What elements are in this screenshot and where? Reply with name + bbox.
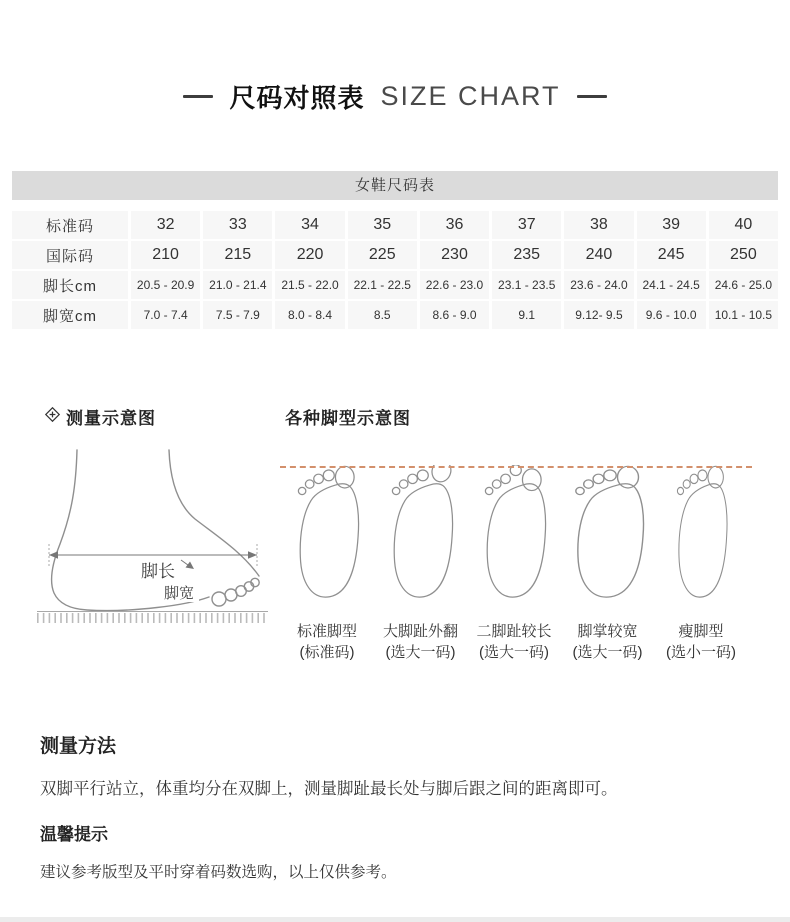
size-cell: 20.5 - 20.9 bbox=[131, 271, 200, 299]
size-cell: 9.12- 9.5 bbox=[564, 301, 633, 329]
foot-type-advice: (选大一码) bbox=[385, 644, 456, 661]
foot-type-item bbox=[378, 453, 464, 663]
size-cell: 24.6 - 25.0 bbox=[709, 271, 778, 299]
size-cell: 225 bbox=[348, 241, 417, 269]
size-cell: 215 bbox=[203, 241, 272, 269]
size-row-label: 脚长cm bbox=[12, 271, 128, 299]
page-title-en: SIZE CHART bbox=[380, 80, 561, 111]
toe-alignment-dashed-line bbox=[280, 466, 752, 468]
page-title-zh: 尺码对照表 bbox=[229, 82, 365, 113]
size-cell: 24.1 - 24.5 bbox=[637, 271, 706, 299]
foot-type-name: 瘦脚型 bbox=[678, 623, 724, 640]
foot-types-row bbox=[284, 453, 744, 663]
size-cell: 9.1 bbox=[492, 301, 561, 329]
size-cell: 34 bbox=[275, 211, 344, 239]
size-cell: 35 bbox=[348, 211, 417, 239]
size-cell: 235 bbox=[492, 241, 561, 269]
footprint-drawing bbox=[474, 465, 554, 608]
size-cell: 37 bbox=[492, 211, 561, 239]
size-cell: 210 bbox=[131, 241, 200, 269]
page-title bbox=[0, 78, 790, 114]
foot-type-item bbox=[658, 453, 744, 663]
size-cell: 7.0 - 7.4 bbox=[131, 301, 200, 329]
size-cell: 8.6 - 9.0 bbox=[420, 301, 489, 329]
size-cell: 245 bbox=[637, 241, 706, 269]
size-cell: 22.6 - 23.0 bbox=[420, 271, 489, 299]
size-cell: 40 bbox=[709, 211, 778, 239]
tips-title: 温馨提示 bbox=[40, 825, 108, 844]
size-row-label: 标准码 bbox=[12, 211, 128, 239]
foot-type-item bbox=[284, 453, 370, 663]
footprint-drawing bbox=[287, 465, 367, 608]
size-cell: 39 bbox=[637, 211, 706, 239]
footprint-drawing bbox=[668, 465, 734, 608]
size-cell: 10.1 - 10.5 bbox=[709, 301, 778, 329]
size-cell: 38 bbox=[564, 211, 633, 239]
size-cell: 8.0 - 8.4 bbox=[275, 301, 344, 329]
foot-types-heading bbox=[285, 404, 411, 429]
size-cell: 21.5 - 22.0 bbox=[275, 271, 344, 299]
size-table bbox=[12, 171, 778, 329]
measure-method-title: 测量方法 bbox=[40, 736, 117, 757]
footprint-drawing bbox=[563, 465, 653, 608]
foot-type-name: 标准脚型 bbox=[296, 623, 357, 640]
bottom-divider bbox=[0, 917, 790, 922]
size-cell: 21.0 - 21.4 bbox=[203, 271, 272, 299]
foot-type-name: 脚掌较宽 bbox=[577, 623, 638, 640]
measure-method-block bbox=[40, 731, 750, 799]
foot-type-advice: (选大一码) bbox=[572, 644, 643, 661]
foot-type-item bbox=[471, 453, 557, 663]
size-cell: 250 bbox=[709, 241, 778, 269]
foot-side-view-drawing bbox=[35, 448, 270, 623]
foot-length-label: 脚长 bbox=[141, 562, 175, 581]
footprint-drawing bbox=[381, 465, 461, 608]
size-cell: 230 bbox=[420, 241, 489, 269]
tips-body: 建议参考版型及平时穿着码数选购，以上仅供参考。 bbox=[40, 864, 397, 881]
measure-method-body: 双脚平行站立，体重均分在双脚上，测量脚趾最长处与脚后跟之间的距离即可。 bbox=[40, 780, 618, 798]
size-cell: 36 bbox=[420, 211, 489, 239]
foot-width-label: 脚宽 bbox=[163, 585, 195, 602]
size-row-label: 脚宽cm bbox=[12, 301, 128, 329]
measure-diagram-title: 测量示意图 bbox=[66, 409, 156, 428]
foot-side-view-diagram bbox=[35, 448, 270, 623]
size-cell: 240 bbox=[564, 241, 633, 269]
size-table-grid bbox=[12, 211, 778, 329]
size-cell: 9.6 - 10.0 bbox=[637, 301, 706, 329]
size-cell: 7.5 - 7.9 bbox=[203, 301, 272, 329]
size-cell: 220 bbox=[275, 241, 344, 269]
size-cell: 8.5 bbox=[348, 301, 417, 329]
title-dash-left bbox=[183, 95, 213, 98]
diamond-plus-icon bbox=[44, 406, 61, 428]
foot-type-name: 二脚趾较长 bbox=[476, 623, 552, 640]
size-cell: 22.1 - 22.5 bbox=[348, 271, 417, 299]
size-cell: 33 bbox=[203, 211, 272, 239]
size-cell: 32 bbox=[131, 211, 200, 239]
foot-type-advice: (选小一码) bbox=[666, 644, 736, 661]
size-table-caption: 女鞋尺码表 bbox=[12, 171, 778, 200]
measure-diagram-heading bbox=[44, 404, 156, 429]
foot-types-title: 各种脚型示意图 bbox=[285, 409, 411, 428]
foot-type-item bbox=[565, 453, 651, 663]
size-cell: 23.6 - 24.0 bbox=[564, 271, 633, 299]
size-cell: 23.1 - 23.5 bbox=[492, 271, 561, 299]
foot-type-advice: (选大一码) bbox=[479, 644, 549, 661]
title-dash-right bbox=[577, 95, 607, 98]
foot-type-advice: (标准码) bbox=[299, 644, 355, 661]
tips-block bbox=[40, 820, 750, 882]
foot-type-name: 大脚趾外翻 bbox=[382, 623, 458, 640]
size-row-label: 国际码 bbox=[12, 241, 128, 269]
